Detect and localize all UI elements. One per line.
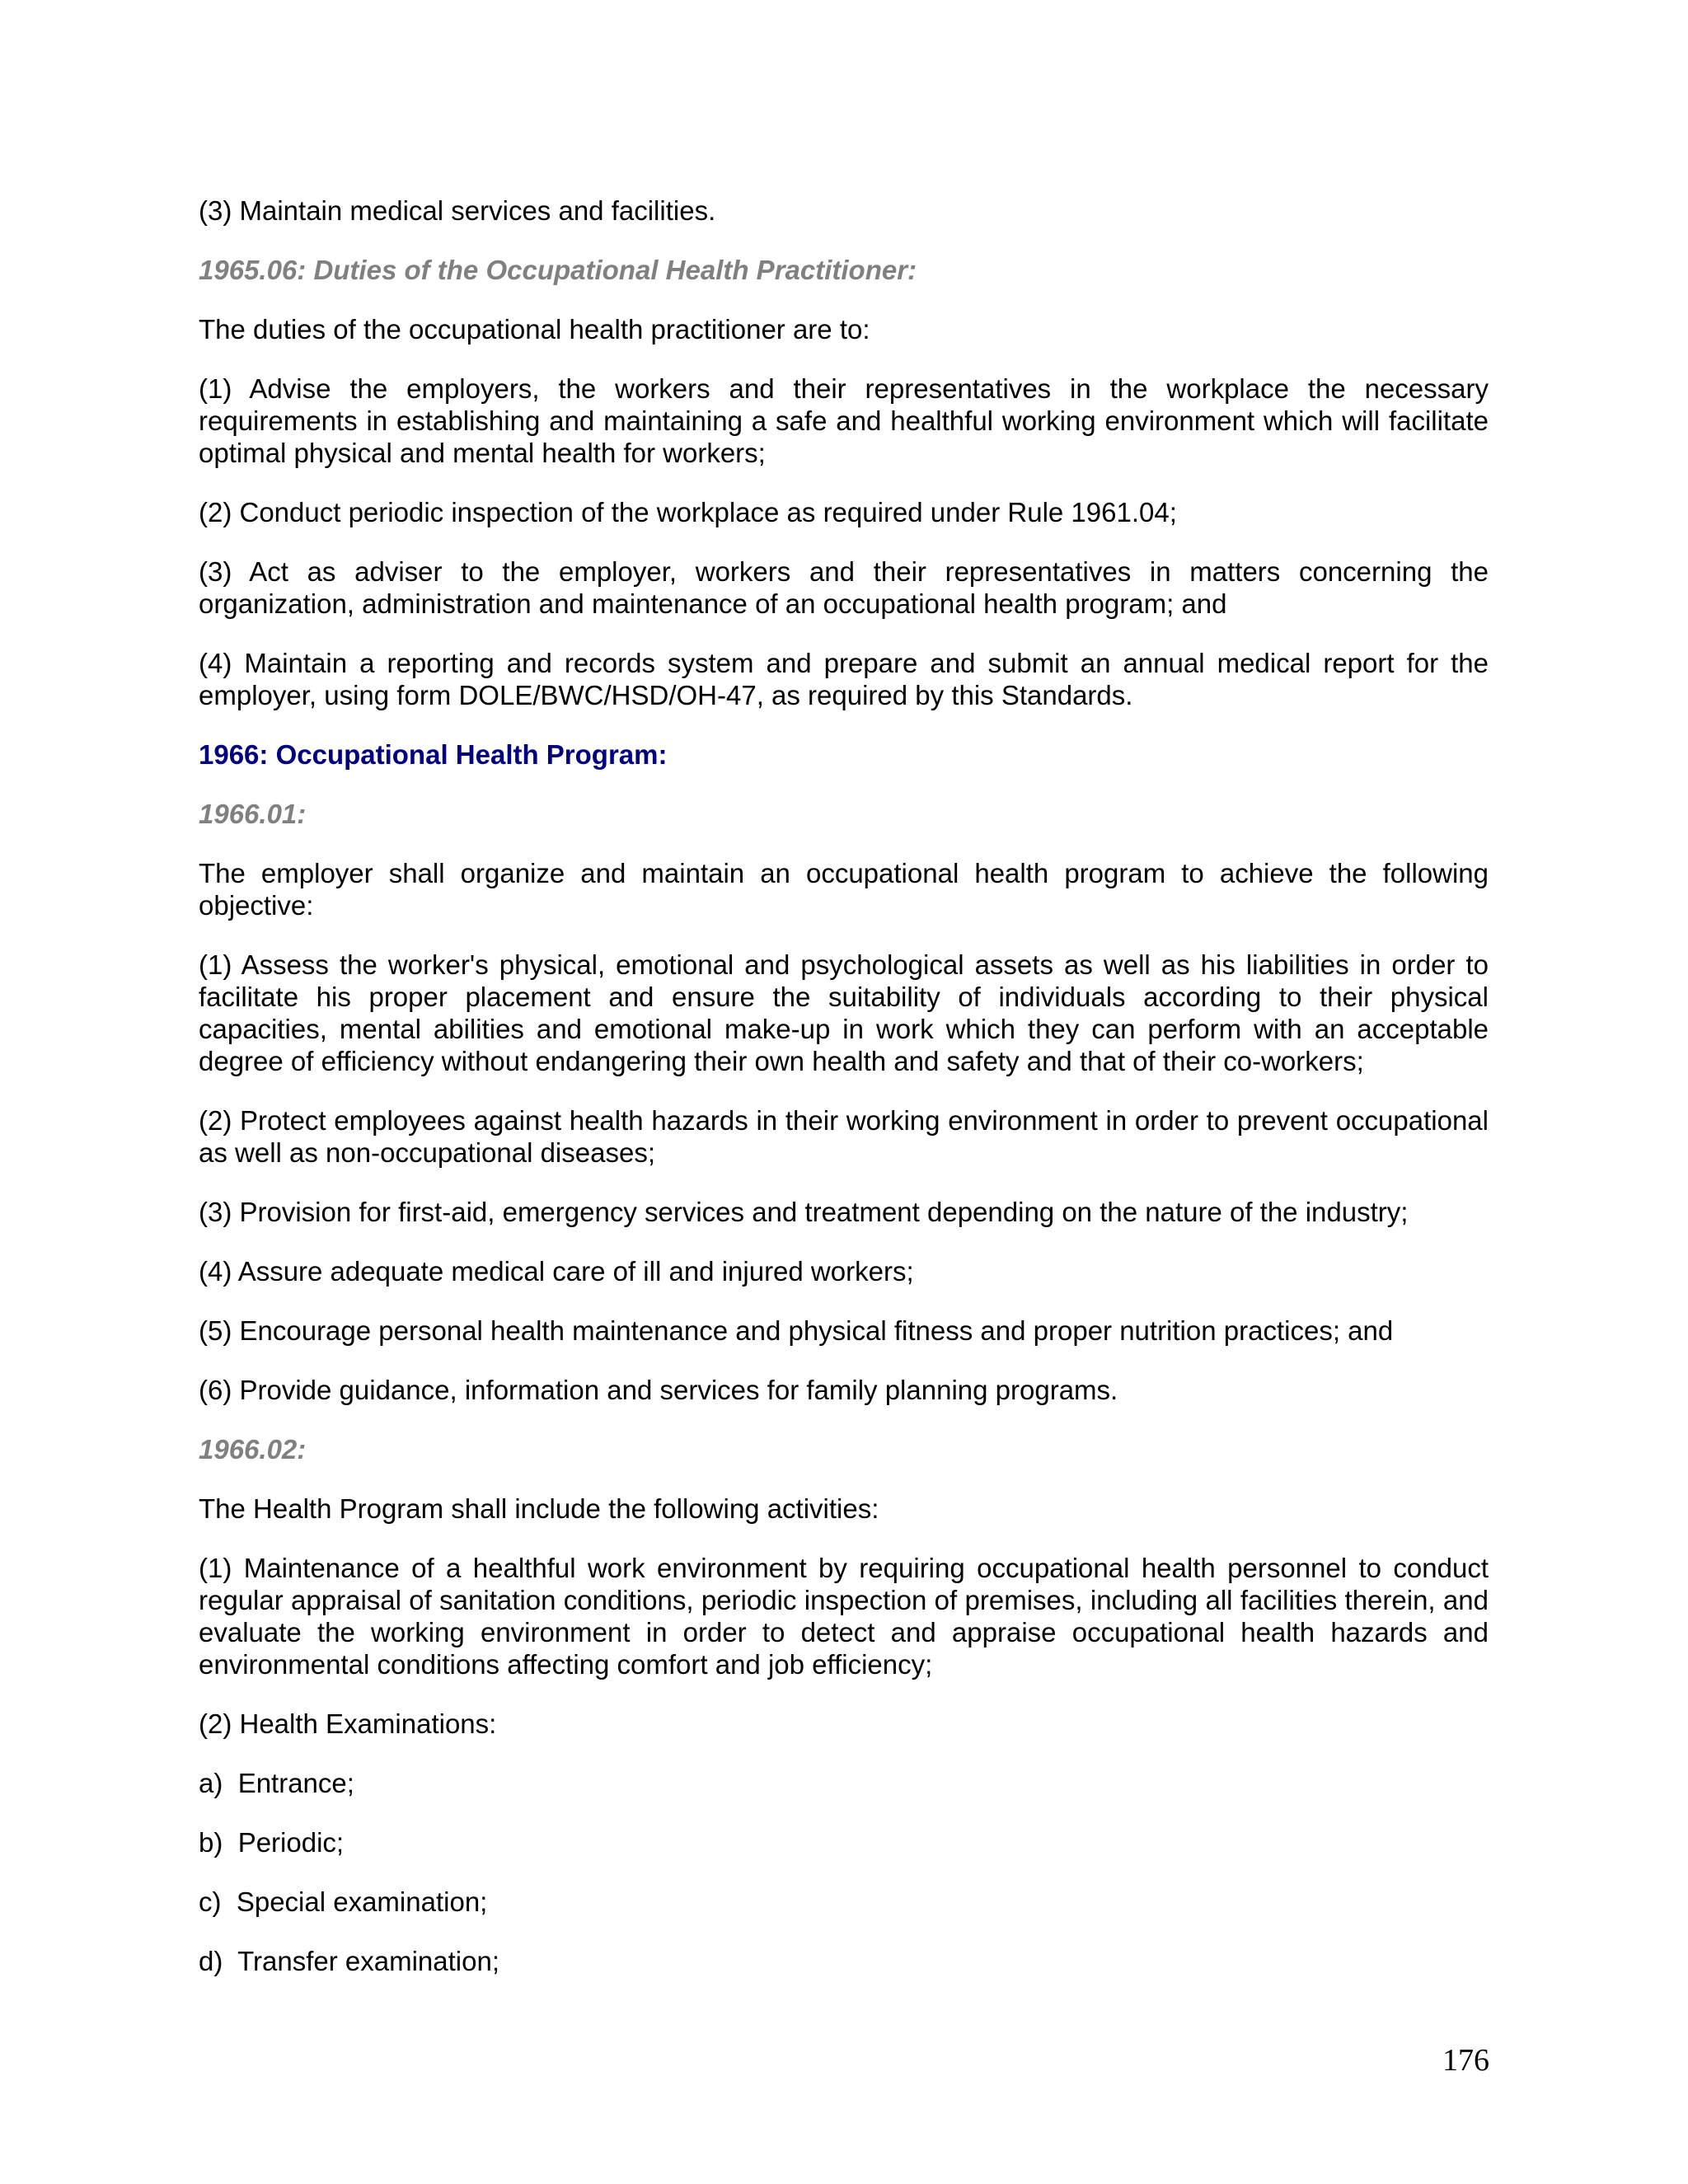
- item-number: b): [199, 1827, 238, 1858]
- item-number: (1): [199, 1553, 244, 1583]
- section-heading: 1966.02:: [199, 1434, 307, 1465]
- item-text: Act as adviser to the employer, workers and their representatives in matters concerning the organization, administration and maintenance of an occupational health program; and: [199, 556, 1489, 619]
- item-text: Maintain a reporting and records system and prepare and submit an annual medical report for the employer, using form DOLE/BWC/HSD/OH-47, as required by this Standards.: [199, 648, 1489, 710]
- item-number: (3): [199, 1197, 240, 1227]
- list-item: [199, 1886, 1489, 1918]
- list-item: [199, 1104, 1489, 1169]
- item-number: (4): [199, 1256, 238, 1286]
- item-number: (3): [199, 195, 240, 226]
- item-text: Conduct periodic inspection of the workplace as required under Rule 1961.04;: [239, 497, 1177, 527]
- item-text: Transfer examination;: [237, 1946, 500, 1976]
- item-number: (2): [199, 1105, 241, 1136]
- list-item: [199, 647, 1489, 711]
- item-number: (1): [199, 949, 241, 980]
- item-number: d): [199, 1946, 238, 1976]
- item-number: a): [199, 1768, 238, 1798]
- page-number: 176: [1442, 2043, 1489, 2078]
- item-text: Assess the worker's physical, emotional and psychological assets as well as his liabilities in order to facilitate his proper placement and ensure the suitability of individuals according to their physical capacities, mental abilities and emotional make-up in work which they can perform with an acceptable degree of efficiency without endangering their own health and safety and that of their co-workers;: [199, 949, 1489, 1076]
- list-item: [199, 194, 1489, 227]
- item-text: Provide guidance, information and services for family planning programs.: [239, 1375, 1118, 1405]
- item-text: Special examination;: [236, 1886, 488, 1917]
- item-text: Provision for first-aid, emergency services and treatment depending on the nature of the industry;: [239, 1197, 1409, 1227]
- list-item: [199, 1315, 1489, 1347]
- list-item: [199, 555, 1489, 620]
- paragraph: The Health Program shall include the following activities:: [199, 1493, 879, 1524]
- list-item: [199, 373, 1489, 469]
- item-number: (1): [199, 373, 250, 404]
- list-item: [199, 1826, 1489, 1858]
- item-text: Advise the employers, the workers and their representatives in the workplace the necessary requirements in establishing and maintaining a safe and healthful working environment which will facilitate optimal physical and mental health for workers;: [199, 373, 1489, 468]
- section-heading: 1966.01:: [199, 799, 307, 829]
- item-text: Assure adequate medical care of ill and injured workers;: [237, 1256, 914, 1286]
- item-number: (4): [199, 648, 245, 678]
- main-heading: 1966: Occupational Health Program:: [199, 739, 668, 770]
- item-text: Maintenance of a healthful work environment by requiring occupational health personnel to conduct regular appraisal of sanitation conditions, periodic inspection of premises, including all facilities therein, and evaluate the working environment in order to detect and appraise occupational health hazards and environmental conditions affecting comfort and job efficiency;: [199, 1553, 1489, 1680]
- item-number: (6): [199, 1375, 240, 1405]
- item-text: Entrance;: [237, 1768, 354, 1798]
- list-item: [199, 1196, 1489, 1228]
- item-text: Health Examinations:: [239, 1708, 497, 1739]
- item-number: (2): [199, 497, 240, 527]
- item-text: Protect employees against health hazards in their working environment in order to prevent occupational as well as non-occupational diseases;: [199, 1105, 1489, 1168]
- item-text: Maintain medical services and facilities.: [239, 195, 716, 226]
- list-item: [199, 1708, 1489, 1740]
- list-item: [199, 1552, 1489, 1680]
- paragraph: The duties of the occupational health practitioner are to:: [199, 314, 870, 344]
- item-text: Periodic;: [237, 1827, 345, 1858]
- item-text: Encourage personal health maintenance and physical fitness and proper nutrition practices; and: [239, 1315, 1394, 1346]
- list-item: [199, 1945, 1489, 1977]
- page-content: [199, 194, 1489, 2004]
- item-number: (3): [199, 556, 250, 587]
- list-item: [199, 949, 1489, 1077]
- item-number: c): [199, 1886, 237, 1917]
- item-number: (2): [199, 1708, 240, 1739]
- list-item: [199, 1255, 1489, 1287]
- list-item: [199, 1374, 1489, 1406]
- paragraph: The employer shall organize and maintain an occupational health program to achieve the following objective:: [199, 858, 1489, 921]
- section-heading: 1965.06: Duties of the Occupational Health Practitioner:: [199, 255, 917, 285]
- item-number: (5): [199, 1315, 240, 1346]
- list-item: [199, 1767, 1489, 1799]
- list-item: [199, 496, 1489, 528]
